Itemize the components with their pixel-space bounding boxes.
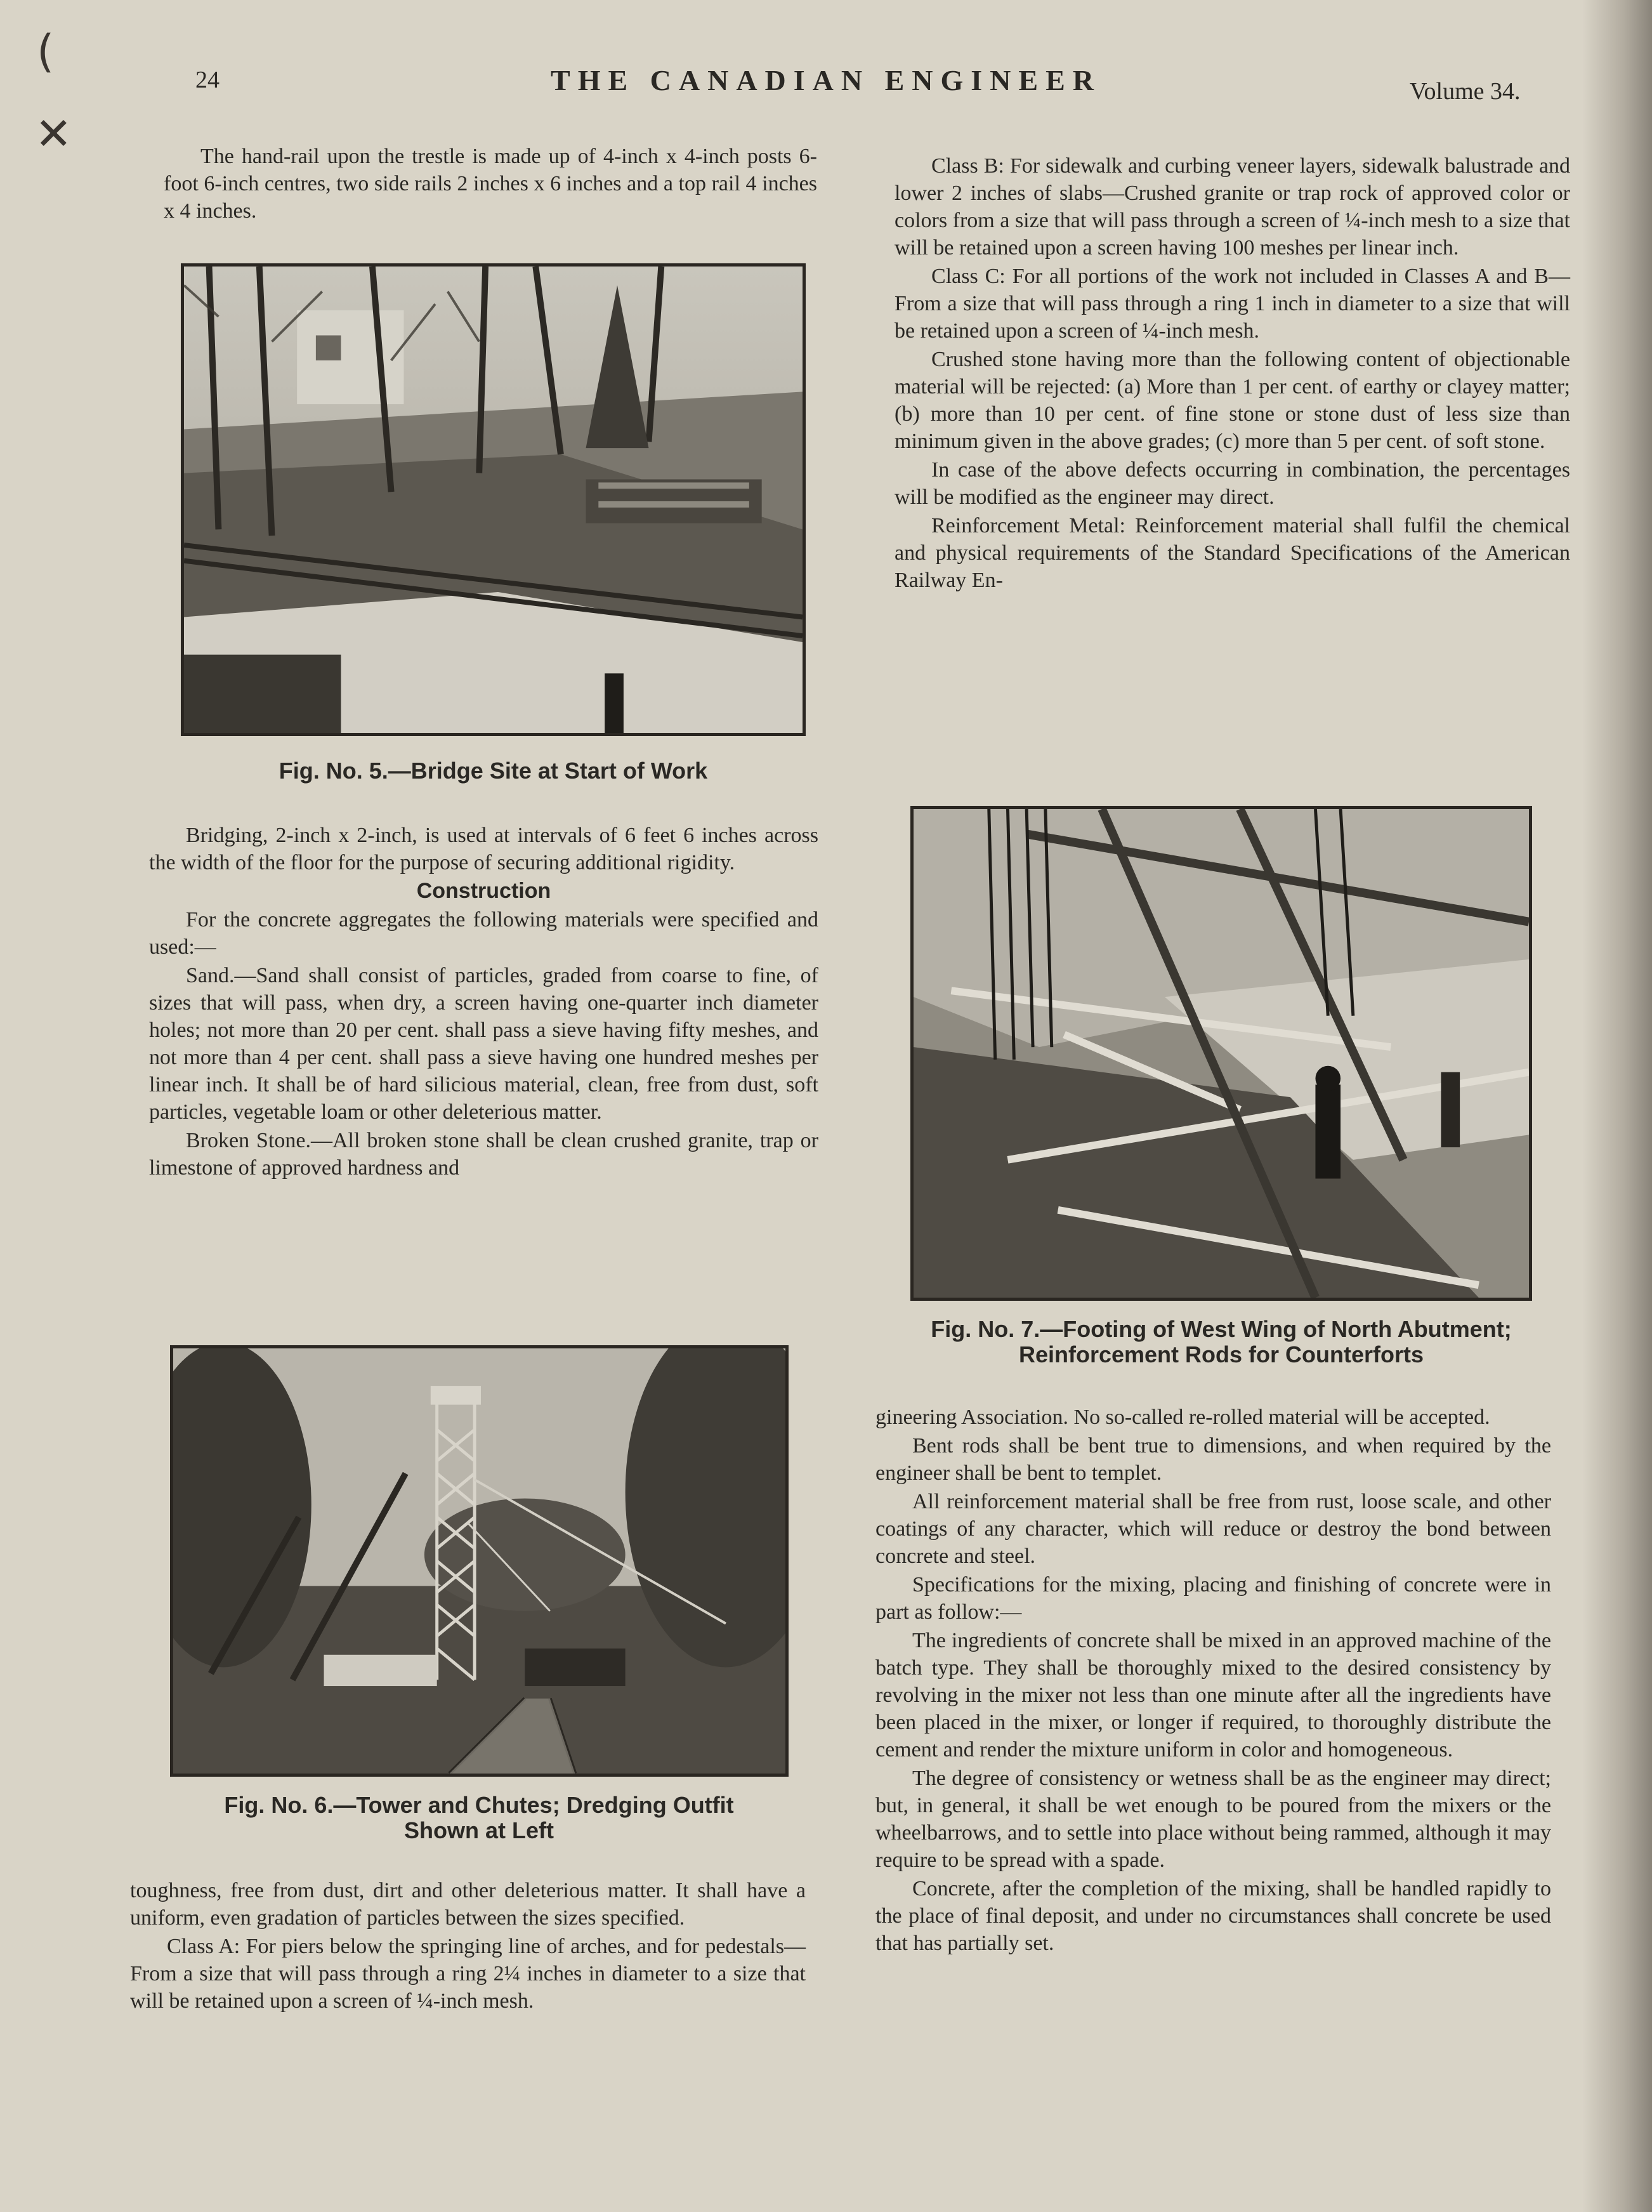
margin-pencil-mark: ✕ bbox=[35, 108, 72, 160]
left-column-bottom-text bbox=[130, 1877, 806, 2015]
fig6-caption-line2: Shown at Left bbox=[404, 1817, 554, 1843]
paragraph: The degree of consistency or wetness shall be as the engineer may direct; but, in general, it shall be wet enough to be poured from the mixers or the wheelbarrows, and to settle into place without being rammed, although it may require to be spread with a spade. bbox=[875, 1767, 1551, 1872]
volume-label: Volume 34. bbox=[1410, 78, 1521, 105]
fig7-caption-line1: Fig. No. 7.—Footing of West Wing of North Abutment; bbox=[931, 1316, 1512, 1342]
fig7-caption bbox=[879, 1317, 1564, 1367]
paragraph: Specifications for the mixing, placing and finishing of concrete were in part as follow:— bbox=[875, 1573, 1551, 1624]
left-column-middle-text bbox=[149, 822, 818, 1182]
paragraph: gineering Association. No so-called re-rolled material will be accepted. bbox=[875, 1406, 1490, 1429]
paragraph: In case of the above defects occurring in combination, the percentages will be modified as the engineer may direct. bbox=[895, 458, 1570, 509]
paragraph: Class C: For all portions of the work not included in Classes A and B—From a size that will pass through a ring 1 inch in diameter to a size that will be retained upon a screen of ¼-inch mesh. bbox=[895, 265, 1570, 343]
paragraph: Crushed stone having more than the following content of objectionable material will be rejected: (a) More than 1 per cent. of earthy or clayey matter; (b) more than 10 per cent. of fine stone or stone dust of less size than minimum given in the above grades; (c) more than 5 per cent. of soft stone. bbox=[895, 348, 1570, 453]
paragraph: The hand-rail upon the trestle is made up of 4-inch x 4-inch posts 6-foot 6-inch centres, two side rails 2 inches x 6 inches and a top rail 4 inches x 4 inches. bbox=[164, 145, 817, 223]
paragraph: Class B: For sidewalk and curbing veneer layers, sidewalk balustrade and lower 2 inches of slabs—Crushed granite or trap rock of approved color or colors from a size that will pass through a screen of ¼-inch mesh to a size that will be retained upon a screen having 100 meshes per linear inch. bbox=[895, 154, 1570, 260]
paragraph: toughness, free from dust, dirt and other deleterious matter. It shall have a uniform, even gradation of particles between the sizes specified. bbox=[130, 1879, 806, 1930]
journal-title: THE CANADIAN ENGINEER bbox=[551, 64, 1101, 96]
right-column-bottom-text bbox=[875, 1404, 1551, 1957]
fig5-caption: Fig. No. 5.—Bridge Site at Start of Work bbox=[279, 758, 708, 784]
section-heading-construction: Construction bbox=[416, 879, 551, 903]
right-column-top-text bbox=[895, 152, 1570, 594]
fig7-photo-abutment-footing bbox=[910, 806, 1532, 1301]
margin-pencil-mark: ( bbox=[37, 25, 55, 77]
paragraph: Concrete, after the completion of the mixing, shall be handled rapidly to the place of final deposit, and under no circumstances shall concrete be used that has partially set. bbox=[875, 1877, 1551, 1955]
fig6-photo-tower-and-chutes bbox=[170, 1345, 789, 1777]
paragraph: Class A: For piers below the springing line of arches, and for pedestals—From a size that will pass through a ring 2¼ inches in diameter to a size that will be retained upon a screen of ¼-inch mesh. bbox=[130, 1935, 806, 2013]
page-number: 24 bbox=[195, 67, 220, 93]
binding-shadow bbox=[1582, 0, 1652, 2212]
left-column-top-text bbox=[164, 143, 817, 225]
fig6-caption-line1: Fig. No. 6.—Tower and Chutes; Dredging Outfit bbox=[224, 1792, 734, 1818]
fig7-caption-line2: Reinforcement Rods for Counterforts bbox=[1018, 1341, 1424, 1367]
paragraph: Sand.—Sand shall consist of particles, graded from coarse to fine, of sizes that will pass, when dry, a screen having one-quarter inch diameter holes; not more than 20 per cent. shall pass a sieve having fifty meshes, and not more than 4 per cent. shall pass a sieve having one hundred meshes per linear inch. It shall be of hard silicious material, clean, free from dust, soft particles, vegetable loam or other deleterious matter. bbox=[149, 964, 818, 1124]
paragraph: Bent rods shall be bent true to dimensions, and when required by the engineer shall be bent to templet. bbox=[875, 1434, 1551, 1485]
fig6-caption bbox=[152, 1793, 806, 1843]
paragraph: Reinforcement Metal: Reinforcement material shall fulfil the chemical and physical requirements of the Standard Specifications of the American Railway En- bbox=[895, 514, 1570, 592]
paragraph: Bridging, 2-inch x 2-inch, is used at intervals of 6 feet 6 inches across the width of the floor for the purpose of securing additional rigidity. bbox=[149, 824, 818, 874]
paragraph: For the concrete aggregates the following materials were specified and used:— bbox=[149, 908, 818, 959]
fig5-photo-bridge-site bbox=[181, 263, 806, 736]
paragraph: All reinforcement material shall be free from rust, loose scale, and other coatings of any character, which will reduce or destroy the bond between concrete and steel. bbox=[875, 1490, 1551, 1568]
paragraph: Broken Stone.—All broken stone shall be clean crushed granite, trap or limestone of approved hardness and bbox=[149, 1129, 818, 1180]
paragraph: The ingredients of concrete shall be mixed in an approved machine of the batch type. They shall be thoroughly mixed to the desired consistency by revolving in the mixer not less than one minute after all the ingredients have been placed in the mixer, or longer if required, to thoroughly distribute the cement and render the mixture uniform in color and homogeneous. bbox=[875, 1629, 1551, 1761]
